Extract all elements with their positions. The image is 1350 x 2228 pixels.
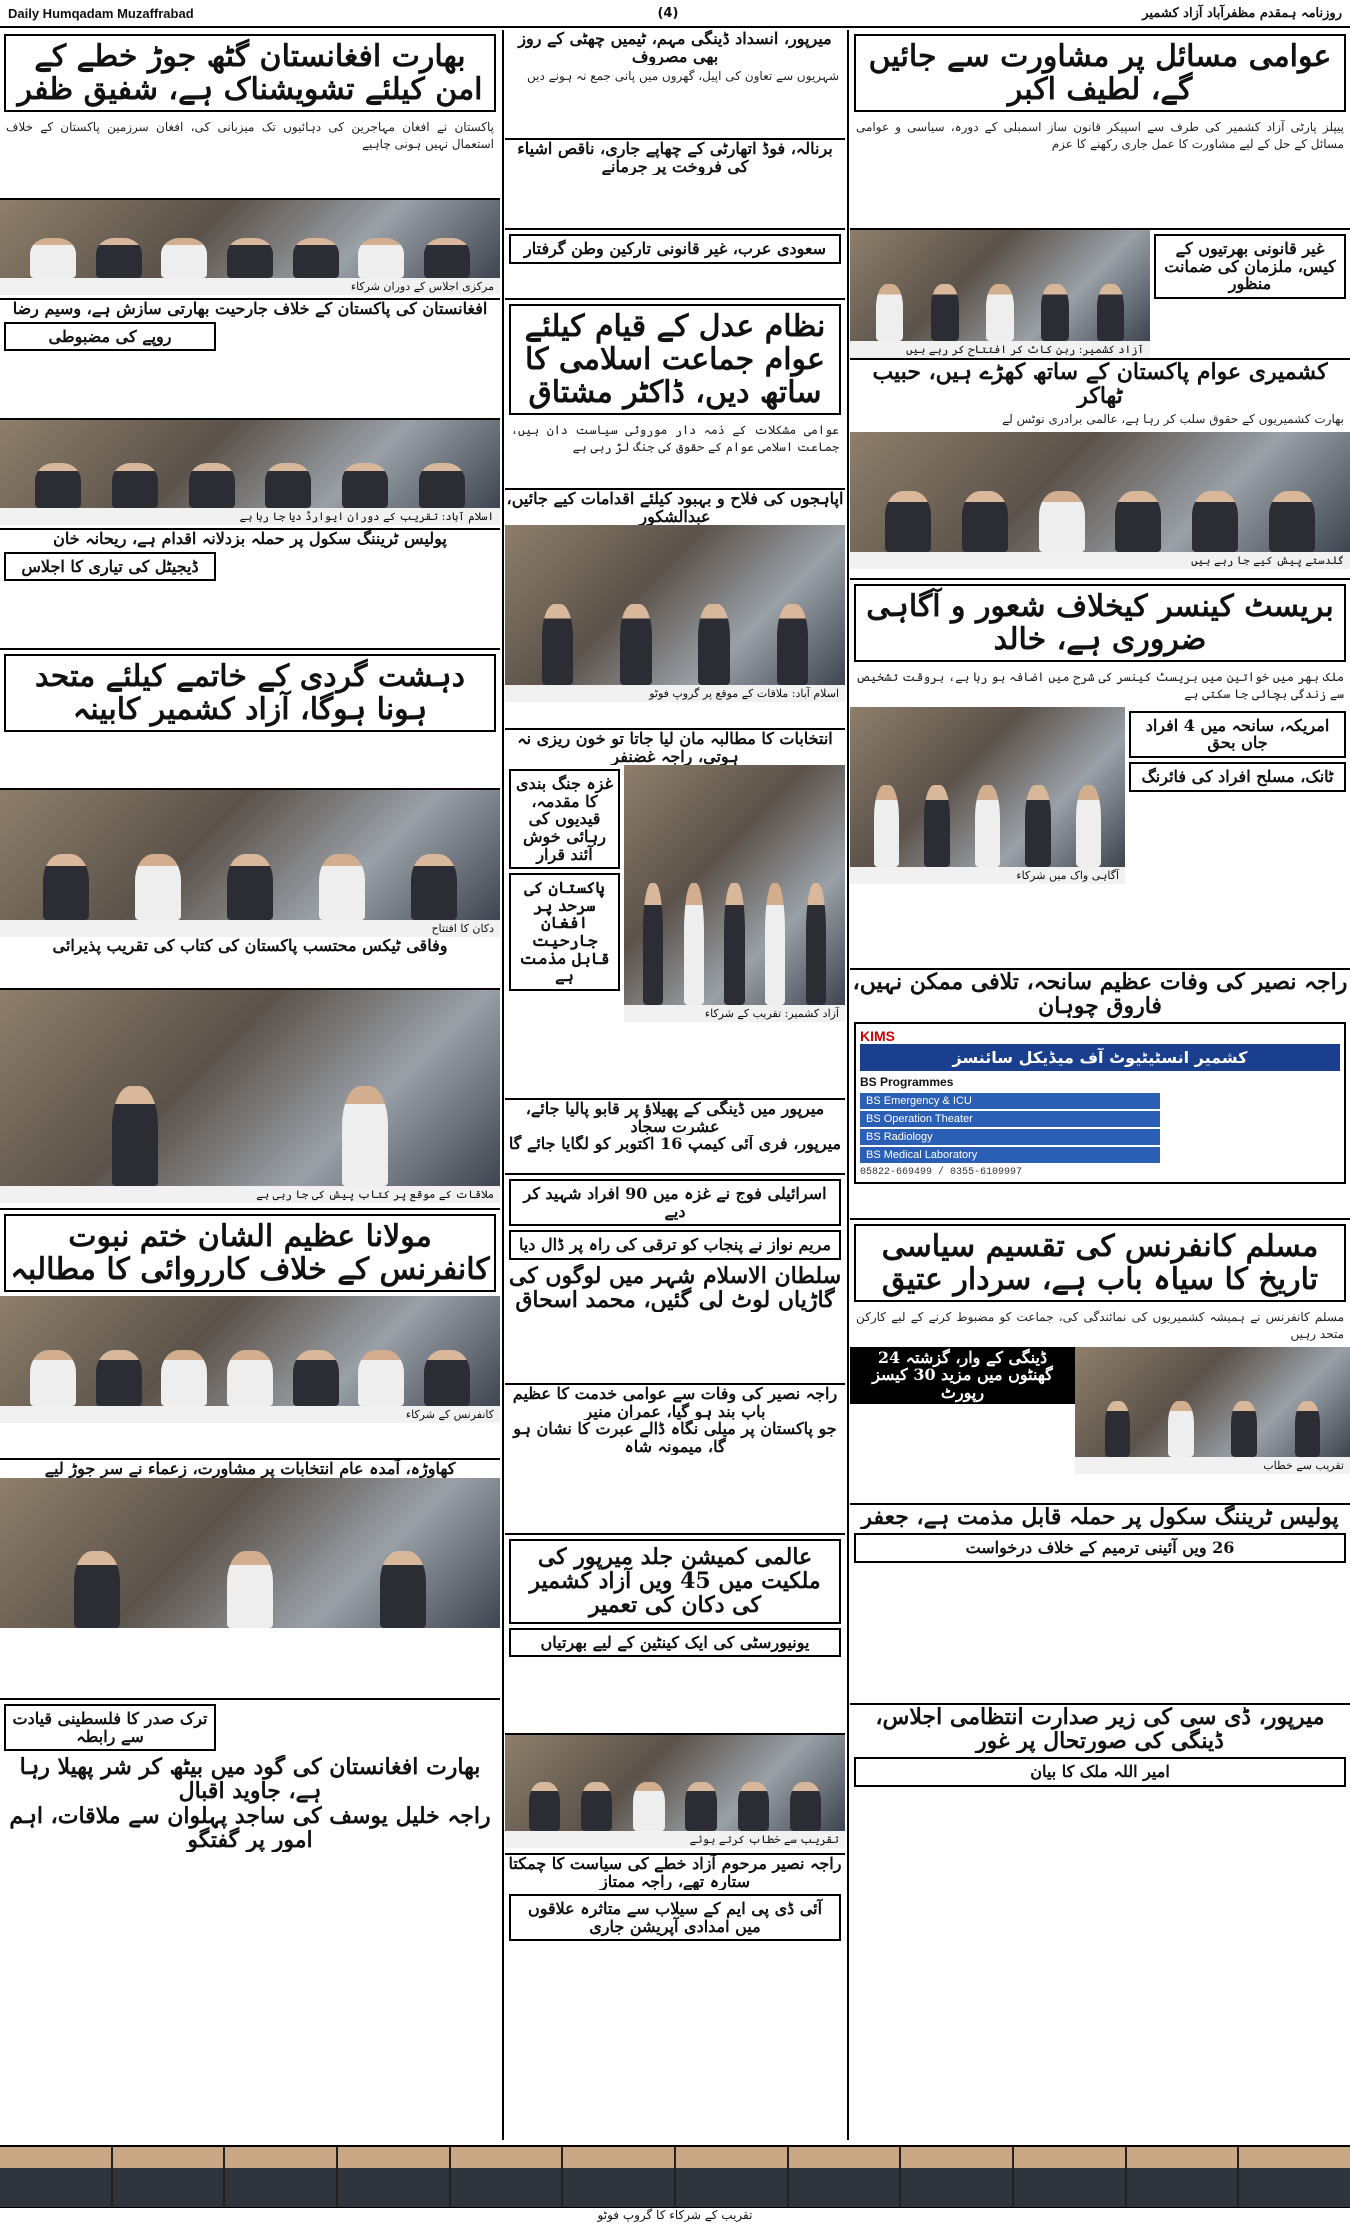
ad-programme-item: BS Operation Theater bbox=[860, 1111, 1160, 1127]
footer-photo bbox=[1127, 2147, 1238, 2207]
side-box: یونیورسٹی کی ایک کینٹین کے لیے بھرتیاں bbox=[509, 1628, 841, 1658]
right-story-2 bbox=[850, 360, 1350, 580]
news-photo bbox=[624, 765, 845, 1005]
mid-story-9 bbox=[505, 1855, 845, 1995]
news-photo bbox=[0, 790, 500, 920]
side-box: غیر قانونی بھرتیوں کے کیس، ملزمان کی ضمانت منظور bbox=[1154, 234, 1346, 299]
footer-photo bbox=[338, 2147, 449, 2207]
right-story-4 bbox=[850, 970, 1350, 1220]
right-story-5 bbox=[850, 1220, 1350, 1505]
photo-caption: اسلام آباد: ملاقات کے موقع پر گروپ فوٹو bbox=[505, 685, 845, 702]
headline: کشمیری عوام پاکستان کے ساتھ کھڑے ہیں، حبیب ٹھاکر bbox=[872, 360, 1328, 409]
left-photo-row-1 bbox=[0, 200, 500, 300]
side-box: پاکستان کی سرحد پر افغان جارحیت قابل مذمت ہے bbox=[509, 873, 620, 991]
headline: سلطان الاسلام شہر میں لوگوں کی گاڑیاں لوٹ لی گئیں، محمد اسحاق bbox=[508, 1263, 842, 1313]
footer-photo bbox=[451, 2147, 562, 2207]
ad-programmes-label: BS Programmes bbox=[860, 1075, 954, 1090]
column-divider bbox=[847, 30, 849, 2140]
side-box: ٹانک، مسلح افراد کی فائرنگ bbox=[1129, 762, 1346, 792]
right-story-7 bbox=[850, 1705, 1350, 1935]
photo-caption: ملاقات کے موقع پر کتاب پیش کی جا رہی ہے bbox=[0, 1186, 500, 1203]
photo-caption: مرکزی اجلاس کے دوران شرکاء bbox=[0, 278, 500, 295]
left-photo-row-2 bbox=[0, 420, 500, 530]
side-box: ڈینگی کے وار، گزشتہ 24 گھنٹوں میں مزید 30 کیسز رپورٹ bbox=[850, 1347, 1075, 1404]
ad-programme-list bbox=[860, 1093, 1340, 1163]
side-box: غزہ جنگ بندی کا مقدمہ، قیدیوں کی رہائی خوش آئند قرار bbox=[509, 769, 620, 869]
ad-logo: KIMS bbox=[860, 1028, 895, 1045]
headline: انتخابات کا مطالبہ مان لیا جاتا تو خون ریزی نہ ہوتی، راجہ غضنفر bbox=[517, 730, 833, 766]
mid-story-2 bbox=[505, 140, 845, 230]
ad-title: کشمیر انسٹیٹیوٹ آف میڈیکل سائنسز bbox=[860, 1044, 1340, 1071]
story-body: بھارت کشمیریوں کے حقوق سلب کر رہا ہے، عالمی برادری نوٹس لے bbox=[1002, 412, 1344, 427]
photo-caption: تقریب سے خطاب bbox=[1075, 1457, 1350, 1474]
headline: وفاقی ٹیکس محتسب پاکستان کی کتاب کی تقریب پذیرائی bbox=[52, 937, 448, 955]
news-photo bbox=[0, 420, 500, 508]
story-body: ملک بھر میں خواتین میں بریسٹ کینسر کی شرح میں اضافہ ہو رہا ہے، بروقت تشخیص سے زندگی بچائی جا سکتی ہے bbox=[856, 670, 1344, 702]
photo-caption: آگاہی واک میں شرکاء bbox=[850, 867, 1125, 884]
mid-lead-headline: نظام عدل کے قیام کیلئے عوام جماعت اسلامی کا ساتھ دیں، ڈاکٹر مشتاق bbox=[509, 304, 841, 415]
news-photo bbox=[850, 230, 1150, 341]
mid-story-3 bbox=[505, 490, 845, 730]
mid-side-box-1 bbox=[505, 230, 845, 300]
headline: میرپور، ڈی سی کی زیر صدارت انتظامی اجلاس، ڈینگی کی صورتحال پر غور bbox=[875, 1705, 1325, 1754]
left-story-5 bbox=[0, 790, 500, 990]
photo-caption: دکان کا افتتاح bbox=[0, 920, 500, 937]
left-photo-feature bbox=[0, 990, 500, 1210]
left-story-2 bbox=[0, 300, 500, 420]
right-story-6 bbox=[850, 1505, 1350, 1705]
news-photo bbox=[0, 990, 500, 1186]
side-box: ترک صدر کا فلسطینی قیادت سے رابطہ bbox=[4, 1704, 216, 1751]
side-box: اسرائیلی فوج نے غزہ میں 90 افراد شہید کر دیے bbox=[509, 1179, 841, 1226]
footer-caption: تقریب کے شرکاء کا گروپ فوٹو bbox=[0, 2207, 1350, 2228]
headline: برنالہ، فوڈ اتھارٹی کے چھاپے جاری، ناقص اشیاء کی فروخت پر جرمانے bbox=[517, 140, 833, 176]
headline: دہشت گردی کے خاتمے کیلئے متحد ہونا ہوگا، آزاد کشمیر کابینہ bbox=[4, 654, 496, 732]
headline: راجہ نصیر مرحوم آزاد خطے کی سیاست کا چمکتا ستارہ تھے، راجہ ممتاز bbox=[508, 1855, 842, 1891]
headline: میرپور میں ڈینگی کے پھیلاؤ پر قابو پالیا جائے، عشرت سجاد bbox=[525, 1100, 825, 1136]
mid-top-story bbox=[505, 30, 845, 140]
side-box: 26 ویں آئینی ترمیم کے خلاف درخواست bbox=[854, 1533, 1346, 1563]
photo-caption: آزاد کشمیر: ربن کاٹ کر افتتاح کر رہے ہیں bbox=[850, 341, 1150, 358]
headline: راجہ نصیر کی وفات سے عوامی خدمت کا عظیم باب بند ہو گیا، عمران منیر bbox=[512, 1385, 838, 1421]
footer-photo bbox=[563, 2147, 674, 2207]
headline: اپاہجوں کی فلاح و بہبود کیلئے اقدامات کیے جائیں، عبدالشکور bbox=[506, 490, 844, 526]
side-box: امیر اللہ ملک کا بیان bbox=[854, 1757, 1346, 1787]
story-body: پاکستان نے افغان مہاجرین کی دہائیوں تک میزبانی کی، افغان سرزمین پاکستان کے خلاف استعمال نہیں ہونی چاہیے bbox=[6, 120, 494, 152]
headline: کھاوڑہ، آمدہ عام انتخابات پر مشاورت، زعماء نے سر جوڑ لیے bbox=[44, 1460, 456, 1478]
footer-photo bbox=[225, 2147, 336, 2207]
right-lead-story bbox=[850, 30, 1350, 230]
side-box: آئی ڈی پی ایم کے سیلاب سے متاثرہ علاقوں میں امدادی آپریشن جاری bbox=[509, 1894, 841, 1941]
news-photo bbox=[850, 432, 1350, 552]
photo-caption: کانفرنس کے شرکاء bbox=[0, 1406, 500, 1423]
left-story-7 bbox=[0, 1460, 500, 1700]
headline: پولیس ٹریننگ سکول پر حملہ بزدلانہ اقدام ہے، ریحانہ خان bbox=[53, 530, 447, 548]
mid-story-5 bbox=[505, 1100, 845, 1175]
photo-caption: تقریب سے خطاب کرتے ہوئے bbox=[505, 1831, 845, 1848]
headline: بریسٹ کینسر کیخلاف شعور و آگاہی ضروری ہے، خالد bbox=[854, 584, 1346, 662]
right-column bbox=[850, 30, 1350, 1935]
right-lead-headline: عوامی مسائل پر مشاورت سے جائیں گے، لطیف اکبر bbox=[854, 34, 1346, 112]
mid-story-7 bbox=[505, 1385, 845, 1535]
headline: مسلم کانفرنس کی تقسیم سیاسی تاریخ کا سیاہ باب ہے، سردار عتیق bbox=[854, 1224, 1346, 1302]
news-photo bbox=[0, 1296, 500, 1406]
ad-programme-item: BS Medical Laboratory bbox=[860, 1147, 1160, 1163]
footer-photo bbox=[1239, 2147, 1350, 2207]
left-story-4 bbox=[0, 650, 500, 790]
news-photo bbox=[0, 200, 500, 278]
footer-photo bbox=[789, 2147, 900, 2207]
masthead-left: Daily Humqadam Muzaffrabad bbox=[8, 5, 194, 21]
headline: افغانستان کی پاکستان کے خلاف جارحیت بھارتی سازش ہے، وسیم رضا bbox=[12, 300, 488, 318]
mid-story-8 bbox=[505, 1535, 845, 1735]
photo-caption: آزاد کشمیر: تقریب کے شرکاء bbox=[624, 1005, 845, 1022]
page-number: (4) bbox=[657, 5, 679, 21]
side-box: مریم نواز نے پنجاب کو ترقی کی راہ پر ڈال دیا bbox=[509, 1230, 841, 1260]
story-body: شہریوں سے تعاون کی اپیل، گھروں میں پانی جمع نہ ہونے دیں bbox=[527, 69, 839, 84]
story-body: مسلم کانفرنس نے ہمیشہ کشمیریوں کی نمائندگی کی، جماعت کو مضبوط کرنے کے لیے کارکن متحد رہیں bbox=[856, 1310, 1344, 1342]
masthead-right: روزنامہ ہمقدم مظفرآباد آزاد کشمیر bbox=[1142, 5, 1342, 21]
headline: مولانا عظیم الشان ختم نبوت کانفرنس کے خلاف کارروائی کا مطالبہ bbox=[4, 1214, 496, 1292]
ad-programme-item: BS Radiology bbox=[860, 1129, 1160, 1145]
news-photo bbox=[505, 1735, 845, 1831]
mid-story-4 bbox=[505, 730, 845, 1100]
headline: عالمی کمیشن جلد میرپور کی ملکیت میں 45 ویں آزاد کشمیر کی دکان کی تعمیر bbox=[509, 1539, 841, 1624]
photo-caption: اسلام آباد: تقریب کے دوران ایوارڈ دیا جا رہا ہے bbox=[0, 508, 500, 525]
headline: میرپور، فری آئی کیمپ 16 اکتوبر کو لگایا جائے گا bbox=[508, 1135, 842, 1153]
left-story-3 bbox=[0, 530, 500, 650]
masthead bbox=[0, 0, 1350, 28]
footer-photo bbox=[0, 2147, 111, 2207]
headline: میرپور، انسداد ڈینگی مہم، ٹیمیں چھٹی کے روز بھی مصروف bbox=[518, 30, 832, 66]
headline: پولیس ٹریننگ سکول پر حملہ قابل مذمت ہے، جعفر bbox=[861, 1505, 1339, 1530]
news-photo bbox=[1075, 1347, 1350, 1457]
headline: بھارت افغانستان کی گود میں بیٹھ کر شر پھیلا رہا ہے، جاوید اقبال bbox=[19, 1755, 481, 1804]
side-box: ڈیجیٹل کی تیاری کا اجلاس bbox=[4, 552, 216, 582]
side-box: روپے کی مضبوطی bbox=[4, 322, 216, 352]
headline: راجہ نصیر کی وفات عظیم سانحہ، تلافی ممکن نہیں، فاروق چوہان bbox=[852, 970, 1348, 1019]
ad-phones: 05822-669499 / 0355-6109997 bbox=[860, 1167, 1023, 1179]
news-photo bbox=[0, 1478, 500, 1628]
side-box: سعودی عرب، غیر قانونی تارکین وطن گرفتار bbox=[509, 234, 841, 264]
side-box: امریکہ، سانحہ میں 4 افراد جاں بحق bbox=[1129, 711, 1346, 758]
headline: راجہ خلیل یوسف کی ساجد پہلوان سے ملاقات، اہم امور پر گفتگو bbox=[9, 1803, 491, 1852]
mid-lead-story bbox=[505, 300, 845, 490]
footer-photo bbox=[113, 2147, 224, 2207]
footer-photo-strip bbox=[0, 2145, 1350, 2207]
footer-photo bbox=[676, 2147, 787, 2207]
right-photo-row-1 bbox=[850, 230, 1350, 360]
left-lead-headline: بھارت افغانستان گٹھ جوڑ خطے کے امن کیلئے تشویشناک ہے، شفیق ظفر bbox=[4, 34, 496, 112]
footer-photo bbox=[901, 2147, 1012, 2207]
mid-story-6 bbox=[505, 1175, 845, 1385]
kims-advertisement bbox=[854, 1022, 1346, 1184]
mid-photo-row bbox=[505, 1735, 845, 1855]
middle-column bbox=[505, 30, 845, 1995]
news-photo bbox=[850, 707, 1125, 867]
left-column bbox=[0, 30, 500, 1950]
left-story-8 bbox=[0, 1700, 500, 1950]
ad-programme-item: BS Emergency & ICU bbox=[860, 1093, 1160, 1109]
photo-caption: گلدستے پیش کیے جا رہے ہیں bbox=[850, 552, 1350, 569]
column-divider bbox=[502, 30, 504, 2140]
left-story-6 bbox=[0, 1210, 500, 1460]
story-body: عوامی مشکلات کے ذمہ دار موروثی سیاست دان ہیں، جماعت اسلامی عوام کے حقوق کی جنگ لڑ رہی ہے bbox=[511, 423, 839, 455]
right-story-3 bbox=[850, 580, 1350, 970]
headline: جو پاکستان پر میلی نگاہ ڈالے عبرت کا نشان ہو گا، میمونہ شاہ bbox=[513, 1420, 837, 1456]
right-lead-body: پیپلز پارٹی آزاد کشمیر کی طرف سے اسپیکر قانون ساز اسمبلی کے دورہ، سیاسی و عوامی مسائل کے حل کے لیے مشاورت کا عمل جاری رکھنے کا عزم bbox=[856, 120, 1344, 152]
footer-photo bbox=[1014, 2147, 1125, 2207]
left-lead-story bbox=[0, 30, 500, 200]
news-photo bbox=[505, 525, 845, 685]
